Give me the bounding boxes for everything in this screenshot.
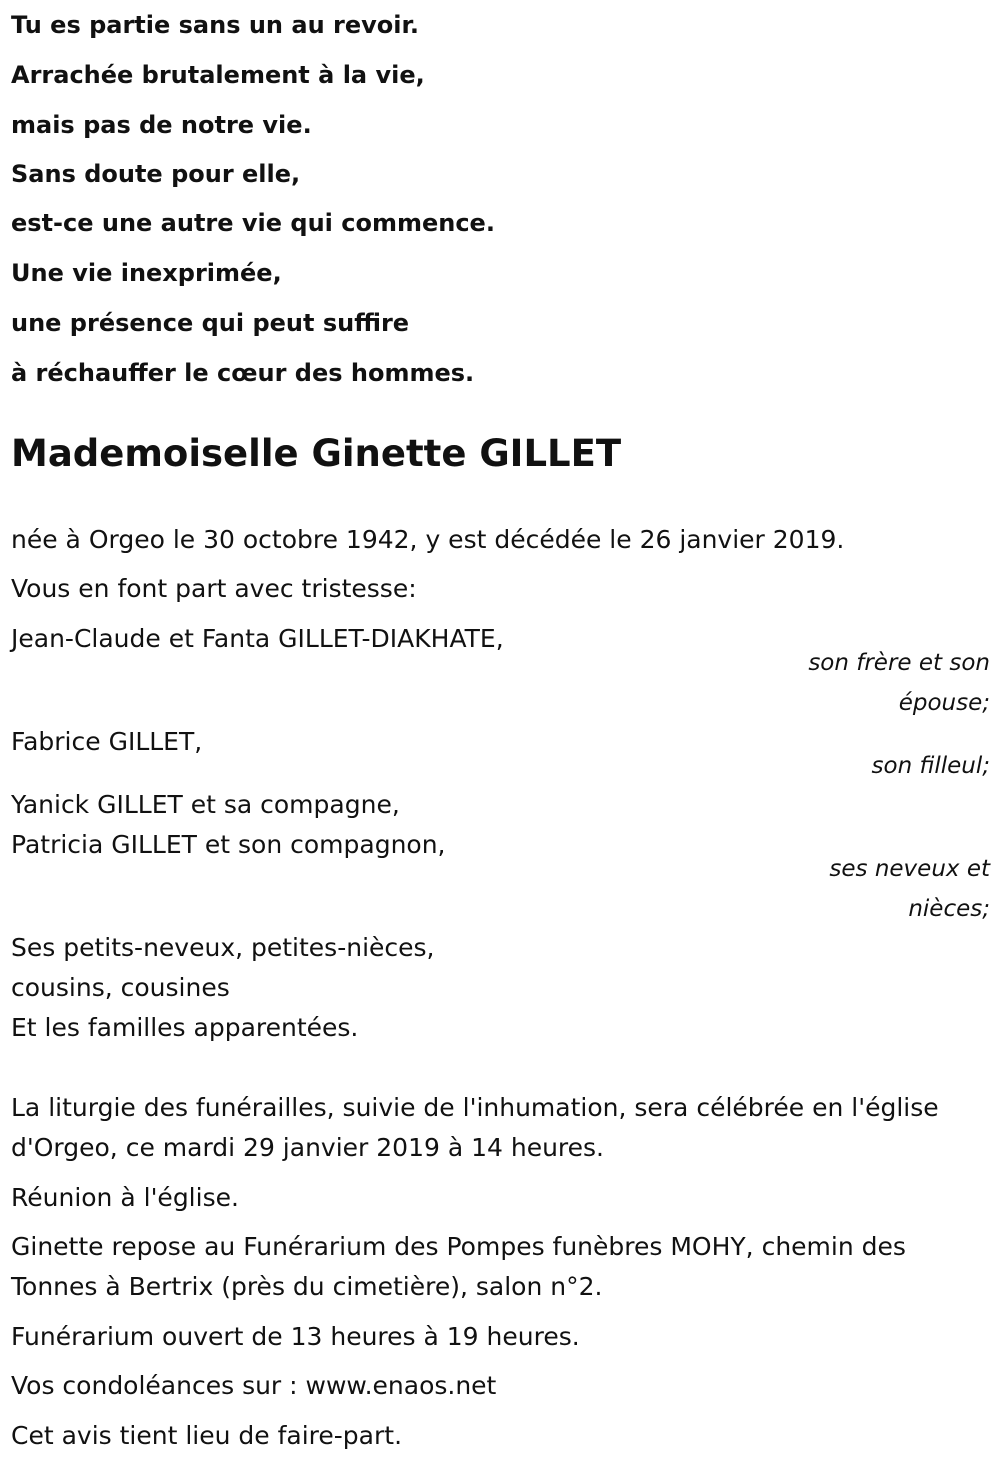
family-member-name: Patricia GILLET et son compagnon, <box>11 830 446 859</box>
poem-line: est-ce une autre vie qui commence. <box>11 209 495 237</box>
poem-line: une présence qui peut suffire <box>11 309 410 337</box>
rest-location-text: Tonnes à Bertrix (près du cimetière), salon n°2. <box>11 1272 603 1301</box>
family-relation: son frère et son <box>808 650 990 676</box>
family-relation: nièces; <box>908 896 990 922</box>
poem-line: mais pas de notre vie. <box>11 111 312 139</box>
family-member-name: Yanick GILLET et sa compagne, <box>11 790 400 819</box>
condolences-text: Vos condoléances sur : www.enaos.net <box>11 1371 497 1400</box>
birth-death-dates: née à Orgeo le 30 octobre 1942, y est décédée le 26 janvier 2019. <box>11 525 845 554</box>
family-relation: ses neveux et <box>829 856 990 882</box>
family-relation: épouse; <box>898 690 990 716</box>
liturgy-text: La liturgie des funérailles, suivie de l'inhumation, sera célébrée en l'église <box>11 1093 939 1122</box>
family-member-name: Jean-Claude et Fanta GILLET-DIAKHATE, <box>11 624 504 653</box>
funerarium-hours: Funérarium ouvert de 13 heures à 19 heures. <box>11 1322 580 1351</box>
poem-line: à réchauffer le cœur des hommes. <box>11 359 475 387</box>
poem-line: Arrachée brutalement à la vie, <box>11 61 425 89</box>
family-relation: son filleul; <box>871 753 990 779</box>
extended-family-line: Et les familles apparentées. <box>11 1013 359 1042</box>
deceased-name: Mademoiselle Ginette GILLET <box>11 432 622 475</box>
extended-family-line: cousins, cousines <box>11 973 230 1002</box>
poem-line: Sans doute pour elle, <box>11 160 301 188</box>
liturgy-text: d'Orgeo, ce mardi 29 janvier 2019 à 14 heures. <box>11 1133 605 1162</box>
announcement-intro: Vous en font part avec tristesse: <box>11 574 417 603</box>
rest-location-text: Ginette repose au Funérarium des Pompes funèbres MOHY, chemin des <box>11 1232 906 1261</box>
poem-line: Tu es partie sans un au revoir. <box>11 11 420 39</box>
meeting-text: Réunion à l'église. <box>11 1183 239 1212</box>
extended-family-line: Ses petits-neveux, petites-nièces, <box>11 933 435 962</box>
obituary-notice <box>11 0 990 1471</box>
family-member-name: Fabrice GILLET, <box>11 727 203 756</box>
notice-text: Cet avis tient lieu de faire-part. <box>11 1421 403 1450</box>
poem-line: Une vie inexprimée, <box>11 259 282 287</box>
